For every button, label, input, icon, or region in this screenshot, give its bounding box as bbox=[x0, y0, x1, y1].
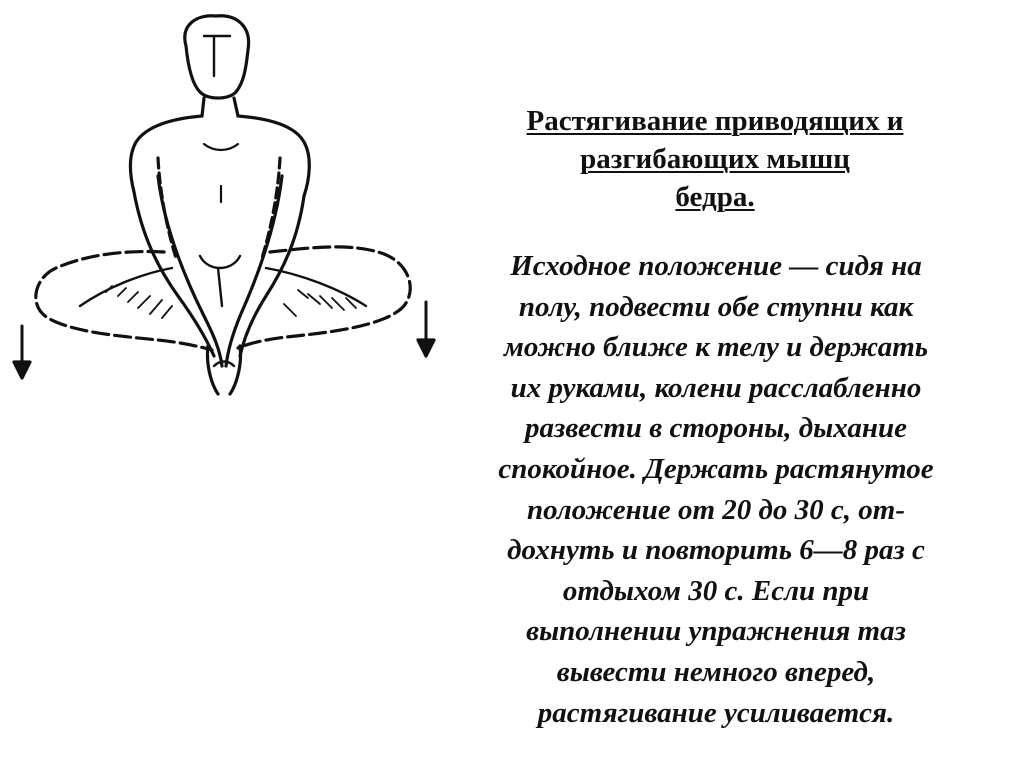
description-line: вывести немного вперед, bbox=[556, 655, 876, 688]
title-line: разгибающих мышц bbox=[580, 143, 850, 175]
description-line: полу, подвести обе ступни как bbox=[518, 290, 914, 323]
title-line: Растягивание приводящих и bbox=[526, 105, 904, 137]
description-line: выполнении упражнения таз bbox=[526, 615, 906, 648]
exercise-description bbox=[446, 246, 986, 733]
description-line: отдыхом 30 с. Если при bbox=[562, 574, 870, 607]
description-line: растягивание усиливается. bbox=[537, 696, 895, 729]
description-line: дохнуть и повторить 6—8 раз с bbox=[507, 534, 925, 567]
exercise-illustration bbox=[8, 6, 440, 406]
description-line: Исходное положение — сидя на bbox=[510, 250, 922, 282]
page-title bbox=[470, 102, 960, 216]
title-line: бедра. bbox=[675, 181, 755, 213]
description-line: их руками, колени расслабленно bbox=[510, 371, 922, 404]
description-line: можно ближе к телу и держать bbox=[503, 331, 929, 364]
description-line: спокойное. Держать растянутое bbox=[498, 452, 934, 485]
description-line: положение от 20 до 30 с, от- bbox=[526, 493, 906, 526]
description-line: развести в стороны, дыхание bbox=[525, 412, 907, 445]
seated-stretch-figure-icon bbox=[8, 6, 440, 406]
